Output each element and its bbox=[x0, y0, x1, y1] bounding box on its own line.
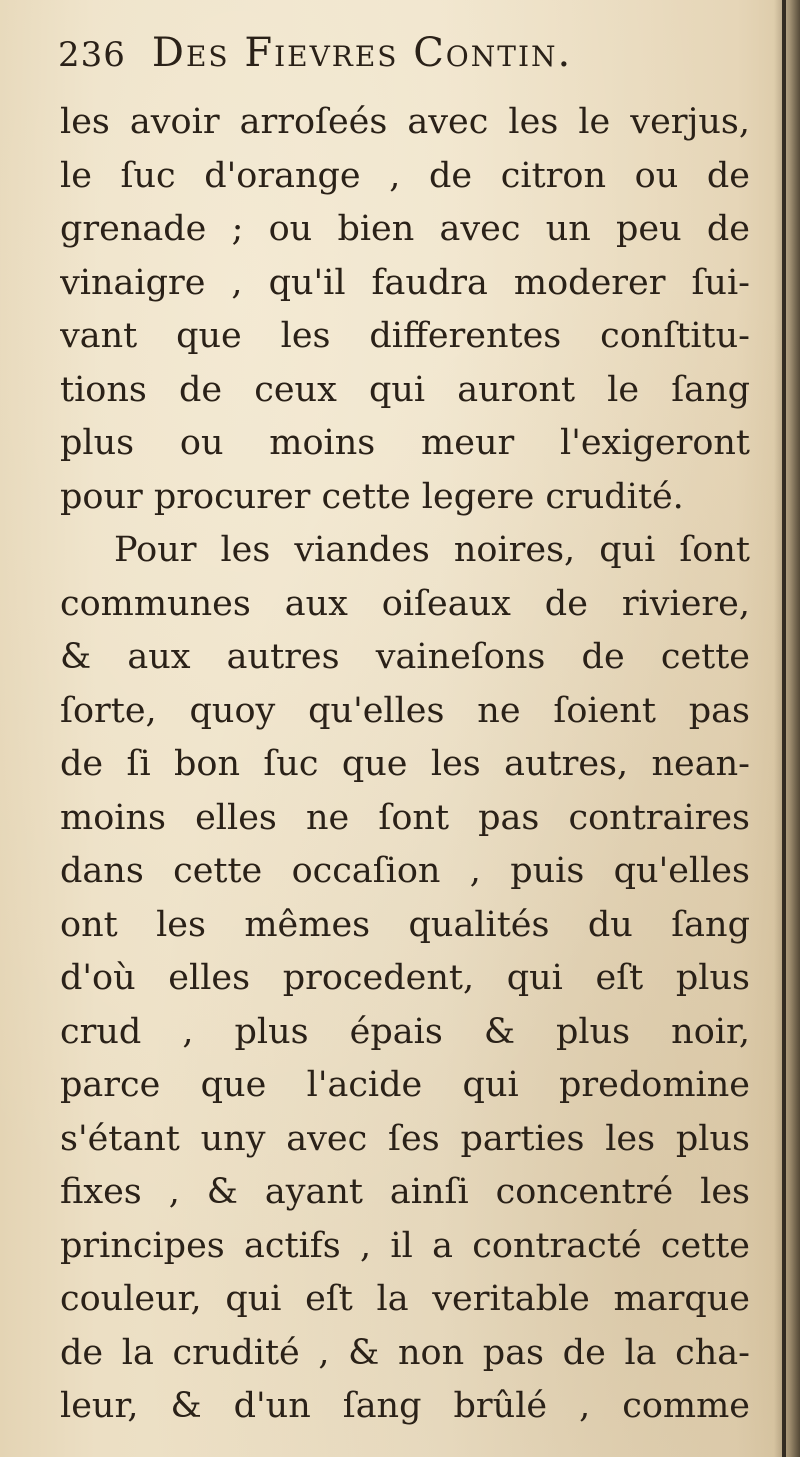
text-line: ſorte, quoy qu'elles ne ſoient pas bbox=[60, 690, 750, 731]
page-number: 236 bbox=[58, 35, 126, 75]
text-line: vant que les differentes conſtitu- bbox=[60, 316, 750, 356]
text-line: dans cette occaſion , puis qu'elles bbox=[60, 851, 750, 891]
text-line: d'où elles procedent, qui eſt plus bbox=[60, 958, 750, 998]
text-line: principes actifs , il a contracté cette bbox=[60, 1225, 750, 1266]
text-line: les avoir arroſeés avec les le verjus, bbox=[60, 102, 750, 142]
text-line: plus ou moins meur l'exigeront bbox=[60, 423, 750, 463]
text-line: moins elles ne ſont pas contraires bbox=[60, 797, 750, 838]
text-line: vinaigre , qu'il faudra moderer ſui- bbox=[60, 262, 750, 303]
text-line: de ſi bon ſuc que les autres, nean- bbox=[60, 744, 750, 784]
text-line: s'étant uny avec ſes parties les plus bbox=[60, 1118, 750, 1159]
text-line: le ſuc d'orange , de citron ou de bbox=[60, 155, 750, 196]
running-title: Des Fievres Contin. bbox=[151, 30, 573, 76]
text-line: leur, & d'un ſang brûlé , comme bbox=[60, 1386, 750, 1426]
page-edge-line bbox=[782, 0, 786, 1457]
text-line: communes aux oiſeaux de riviere, bbox=[60, 583, 750, 624]
text-line: couleur, qui eſt la veritable marque bbox=[60, 1279, 750, 1319]
text-line: fixes , & ayant ainſi concentré les bbox=[60, 1172, 750, 1212]
text-line: pour procurer cette legere crudité. bbox=[60, 476, 684, 517]
text-line: parce que l'acide qui predomine bbox=[60, 1065, 750, 1105]
text-line: tions de ceux qui auront le ſang bbox=[60, 369, 750, 410]
page-edge-shadow bbox=[774, 0, 800, 1457]
text-line: crud , plus épais & plus noir, bbox=[60, 1011, 750, 1052]
body-text bbox=[60, 96, 750, 1434]
text-line: grenade ; ou bien avec un peu de bbox=[60, 209, 750, 249]
paragraph-start-line: Pour les viandes noires, qui ſont bbox=[114, 530, 750, 570]
text-line: de la crudité , & non pas de la cha- bbox=[60, 1332, 750, 1373]
text-line: & aux autres vaineſons de cette bbox=[60, 637, 750, 677]
page-header bbox=[58, 30, 758, 90]
text-line: ont les mêmes qualités du ſang bbox=[60, 904, 750, 945]
